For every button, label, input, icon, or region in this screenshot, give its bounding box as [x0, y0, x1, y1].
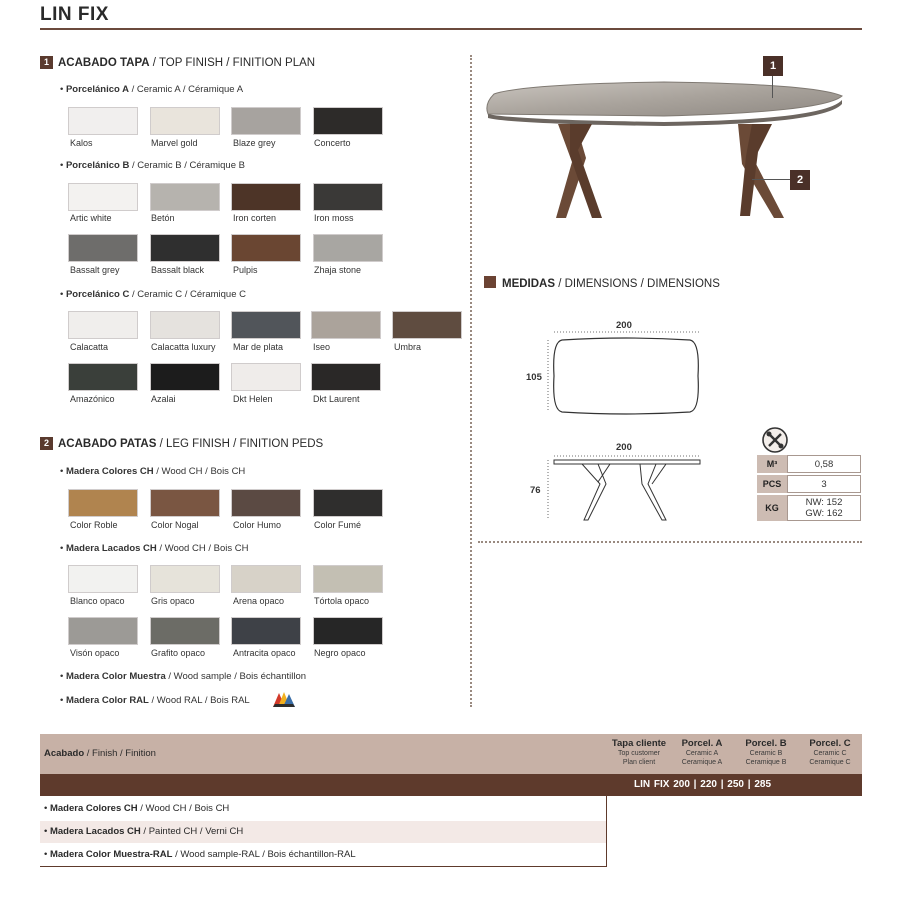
dimensions-heading-bold: MEDIDAS: [502, 278, 556, 290]
swatch-label: Kalos: [70, 138, 93, 148]
swatch-label: Negro opaco: [314, 648, 366, 658]
top-finish-heading-bold: ACABADO TAPA: [58, 57, 150, 69]
swatch-label: Blanco opaco: [70, 596, 125, 606]
swatch: [68, 565, 138, 593]
swatch: [313, 617, 383, 645]
column-sub: Ceramic A: [685, 750, 719, 757]
swatch-label: Grafito opaco: [151, 648, 206, 658]
swatch: [313, 489, 383, 517]
side-height-label: 76: [530, 485, 541, 496]
side-view-drawing: [540, 444, 710, 524]
lacquered-ch-rest: / Wood CH / Bois CH: [156, 543, 249, 554]
callout-2-leader: [752, 179, 790, 180]
finish-table-title-bold: Acabado: [44, 748, 85, 759]
column-top-customer: [608, 738, 670, 767]
swatch: [68, 183, 138, 211]
leg-finish-heading-bold: ACABADO PATAS: [58, 438, 157, 450]
spec-value-m3: 0,58: [787, 455, 861, 473]
dimensions-marker: [484, 276, 496, 288]
callout-1-leader: [772, 76, 773, 98]
page-title: LIN FIX: [40, 4, 109, 25]
wood-sample-rest: / Wood sample / Bois échantillon: [165, 671, 307, 682]
wood-ral-item: • Madera Color RAL / Wood RAL / Bois RAL: [60, 695, 250, 706]
callout-2: 2: [790, 170, 810, 190]
table-row: • Madera Colores CH / Wood CH / Bois CH: [40, 798, 606, 820]
row-rest: / Wood sample-RAL / Bois échantillon-RAL: [172, 849, 356, 860]
swatch: [150, 311, 220, 339]
swatch-label: Dkt Helen: [233, 394, 273, 404]
spec-label-pcs: PCS: [757, 475, 787, 493]
model-size-bar: [40, 774, 862, 796]
column-sub: Ceramic B: [749, 750, 783, 757]
swatch: [231, 363, 301, 391]
swatch-label: Concerto: [314, 138, 351, 148]
swatch-label: Mar de plata: [233, 342, 284, 352]
spec-label-kg: KG: [757, 495, 787, 521]
column-sub: Ceramique A: [681, 759, 723, 766]
swatch-label: Tórtola opaco: [314, 596, 370, 606]
swatch: [68, 363, 138, 391]
top-view-drawing: [540, 318, 710, 418]
swatch: [68, 489, 138, 517]
vertical-dotted-divider: [470, 55, 472, 707]
spec-label-m3: M³: [757, 455, 787, 473]
callout-1: 1: [763, 56, 783, 76]
swatch-label: Arena opaco: [233, 596, 285, 606]
wood-sample-name: Madera Color Muestra: [65, 671, 166, 682]
lacquered-ch-name: Madera Lacados CH: [65, 543, 157, 554]
top-finish-heading-rest: / TOP FINISH / FINITION PLAN: [149, 57, 316, 69]
swatch-label: Color Fumé: [314, 520, 362, 530]
swatch-label: Bassalt grey: [70, 265, 120, 275]
swatch: [150, 489, 220, 517]
column-ceramic-a: [672, 738, 732, 767]
swatch: [313, 107, 383, 135]
side-width-label: 200: [616, 442, 632, 453]
swatch: [150, 565, 220, 593]
swatch: [231, 565, 301, 593]
table-right-border: [606, 796, 607, 866]
swatch: [150, 107, 220, 135]
ceramic-a-rest: / Ceramic A / Céramique A: [128, 84, 244, 95]
swatch: [231, 311, 301, 339]
spec-value-kg-nw: NW: 152: [805, 497, 843, 508]
leg-finish-heading: [40, 437, 323, 450]
swatch-label: Antracita opaco: [233, 648, 296, 658]
ceramic-b-name: Porcelánico B: [65, 160, 130, 171]
swatch-label: Artic white: [70, 213, 112, 223]
swatch: [313, 183, 383, 211]
swatch: [68, 234, 138, 262]
top-depth-label: 105: [526, 372, 542, 383]
swatch-label: Iron corten: [233, 213, 277, 223]
swatch: [392, 311, 462, 339]
section-number-2: 2: [40, 437, 53, 450]
column-sub: Ceramique C: [809, 759, 851, 766]
swatch-label: Dkt Laurent: [313, 394, 360, 404]
swatch: [68, 617, 138, 645]
swatch: [150, 363, 220, 391]
finish-table-header: [40, 734, 862, 774]
top-finish-heading: [40, 56, 315, 69]
swatch: [231, 234, 301, 262]
swatch: [150, 617, 220, 645]
swatch-label: Umbra: [394, 342, 422, 352]
column-title: Porcel. A: [681, 738, 723, 749]
table-bottom-border: [40, 866, 607, 867]
swatch-label: Zhaja stone: [314, 265, 362, 275]
swatch-label: Blaze grey: [233, 138, 276, 148]
swatch-label: Color Nogal: [151, 520, 199, 530]
column-title: Porcel. B: [745, 738, 787, 749]
row-bold: Madera Colores CH: [49, 803, 138, 814]
swatch-label: Azalai: [151, 394, 176, 404]
swatch-label: Iron moss: [314, 213, 354, 223]
swatch-label: Calacatta: [70, 342, 109, 352]
ceramic-b-rest: / Ceramic B / Céramique B: [129, 160, 245, 171]
ceramic-b-heading: • Porcelánico B / Ceramic B / Céramique B: [60, 160, 245, 171]
column-title: Porcel. C: [809, 738, 851, 749]
wood-sample-item: • Madera Color Muestra / Wood sample / Bois échantillon: [60, 671, 307, 682]
wood-ch-rest: / Wood CH / Bois CH: [153, 466, 246, 477]
swatch: [231, 183, 301, 211]
swatch-label: Marvel gold: [151, 138, 198, 148]
swatch: [231, 107, 301, 135]
swatch: [313, 234, 383, 262]
row-rest: / Painted CH / Verni CH: [140, 826, 244, 837]
swatch-label: Calacatta luxury: [151, 342, 216, 352]
ceramic-c-rest: / Ceramic C / Céramique C: [129, 289, 246, 300]
title-underline: [40, 28, 862, 30]
swatch-label: Gris opaco: [151, 596, 195, 606]
swatch: [313, 565, 383, 593]
wood-ral-name: Madera Color RAL: [65, 695, 149, 706]
column-ceramic-b: [736, 738, 796, 767]
table-row: • Madera Lacados CH / Painted CH / Verni CH: [40, 821, 606, 843]
row-bold: Madera Lacados CH: [49, 826, 141, 837]
swatch-label: Color Roble: [70, 520, 118, 530]
model-size-text: LIN FIX 200 | 220 | 250 | 285: [634, 779, 772, 790]
swatch-label: Pulpis: [233, 265, 258, 275]
swatch: [150, 183, 220, 211]
column-sub: Ceramique B: [745, 759, 787, 766]
ceramic-c-name: Porcelánico C: [65, 289, 130, 300]
ceramic-c-heading: • Porcelánico C / Ceramic C / Céramique C: [60, 289, 246, 300]
column-sub: Ceramic C: [813, 750, 847, 757]
swatch: [311, 311, 381, 339]
dimensions-heading: [484, 276, 720, 290]
swatch: [68, 311, 138, 339]
assembly-tools-icon: [762, 427, 788, 453]
column-sub: Plan client: [622, 759, 656, 766]
swatch-label: Iseo: [313, 342, 331, 352]
leg-finish-heading-rest: / LEG FINISH / FINITION PEDS: [156, 438, 324, 450]
section-number-1: 1: [40, 56, 53, 69]
swatch-label: Betón: [151, 213, 175, 223]
finish-table-title-rest: / Finish / Finition: [84, 748, 156, 759]
table-row: • Madera Color Muestra-RAL / Wood sample-RAL / Bois échantillon-RAL: [40, 844, 606, 866]
swatch: [68, 107, 138, 135]
swatch: [231, 617, 301, 645]
top-width-label: 200: [616, 320, 632, 331]
swatch: [311, 363, 381, 391]
column-sub: Top customer: [617, 750, 661, 757]
swatch: [231, 489, 301, 517]
horizontal-dotted-divider: [478, 541, 862, 543]
dimensions-heading-rest: / DIMENSIONS / DIMENSIONS: [555, 278, 720, 290]
swatch: [150, 234, 220, 262]
swatch-label: Visón opaco: [70, 648, 120, 658]
finish-table-title: [44, 748, 156, 759]
wood-ral-rest: / Wood RAL / Bois RAL: [148, 695, 250, 706]
swatch-label: Bassalt black: [151, 265, 205, 275]
column-title: Tapa cliente: [611, 738, 667, 749]
wood-ch-name: Madera Colores CH: [65, 466, 154, 477]
row-bold: Madera Color Muestra-RAL: [49, 849, 173, 860]
wood-ch-heading: • Madera Colores CH / Wood CH / Bois CH: [60, 466, 246, 477]
ceramic-a-name: Porcelánico A: [65, 84, 129, 95]
swatch-label: Color Humo: [233, 520, 282, 530]
lacquered-ch-heading: • Madera Lacados CH / Wood CH / Bois CH: [60, 543, 249, 554]
swatch-label: Amazónico: [70, 394, 115, 404]
ral-palette-icon: [271, 689, 297, 709]
table-product-image: [484, 78, 848, 228]
row-rest: / Wood CH / Bois CH: [137, 803, 230, 814]
spec-value-kg: [787, 495, 861, 521]
ceramic-a-heading: • Porcelánico A / Ceramic A / Céramique A: [60, 84, 244, 95]
column-ceramic-c: [800, 738, 860, 767]
spec-value-kg-gw: GW: 162: [805, 508, 843, 519]
spec-value-pcs: 3: [787, 475, 861, 493]
